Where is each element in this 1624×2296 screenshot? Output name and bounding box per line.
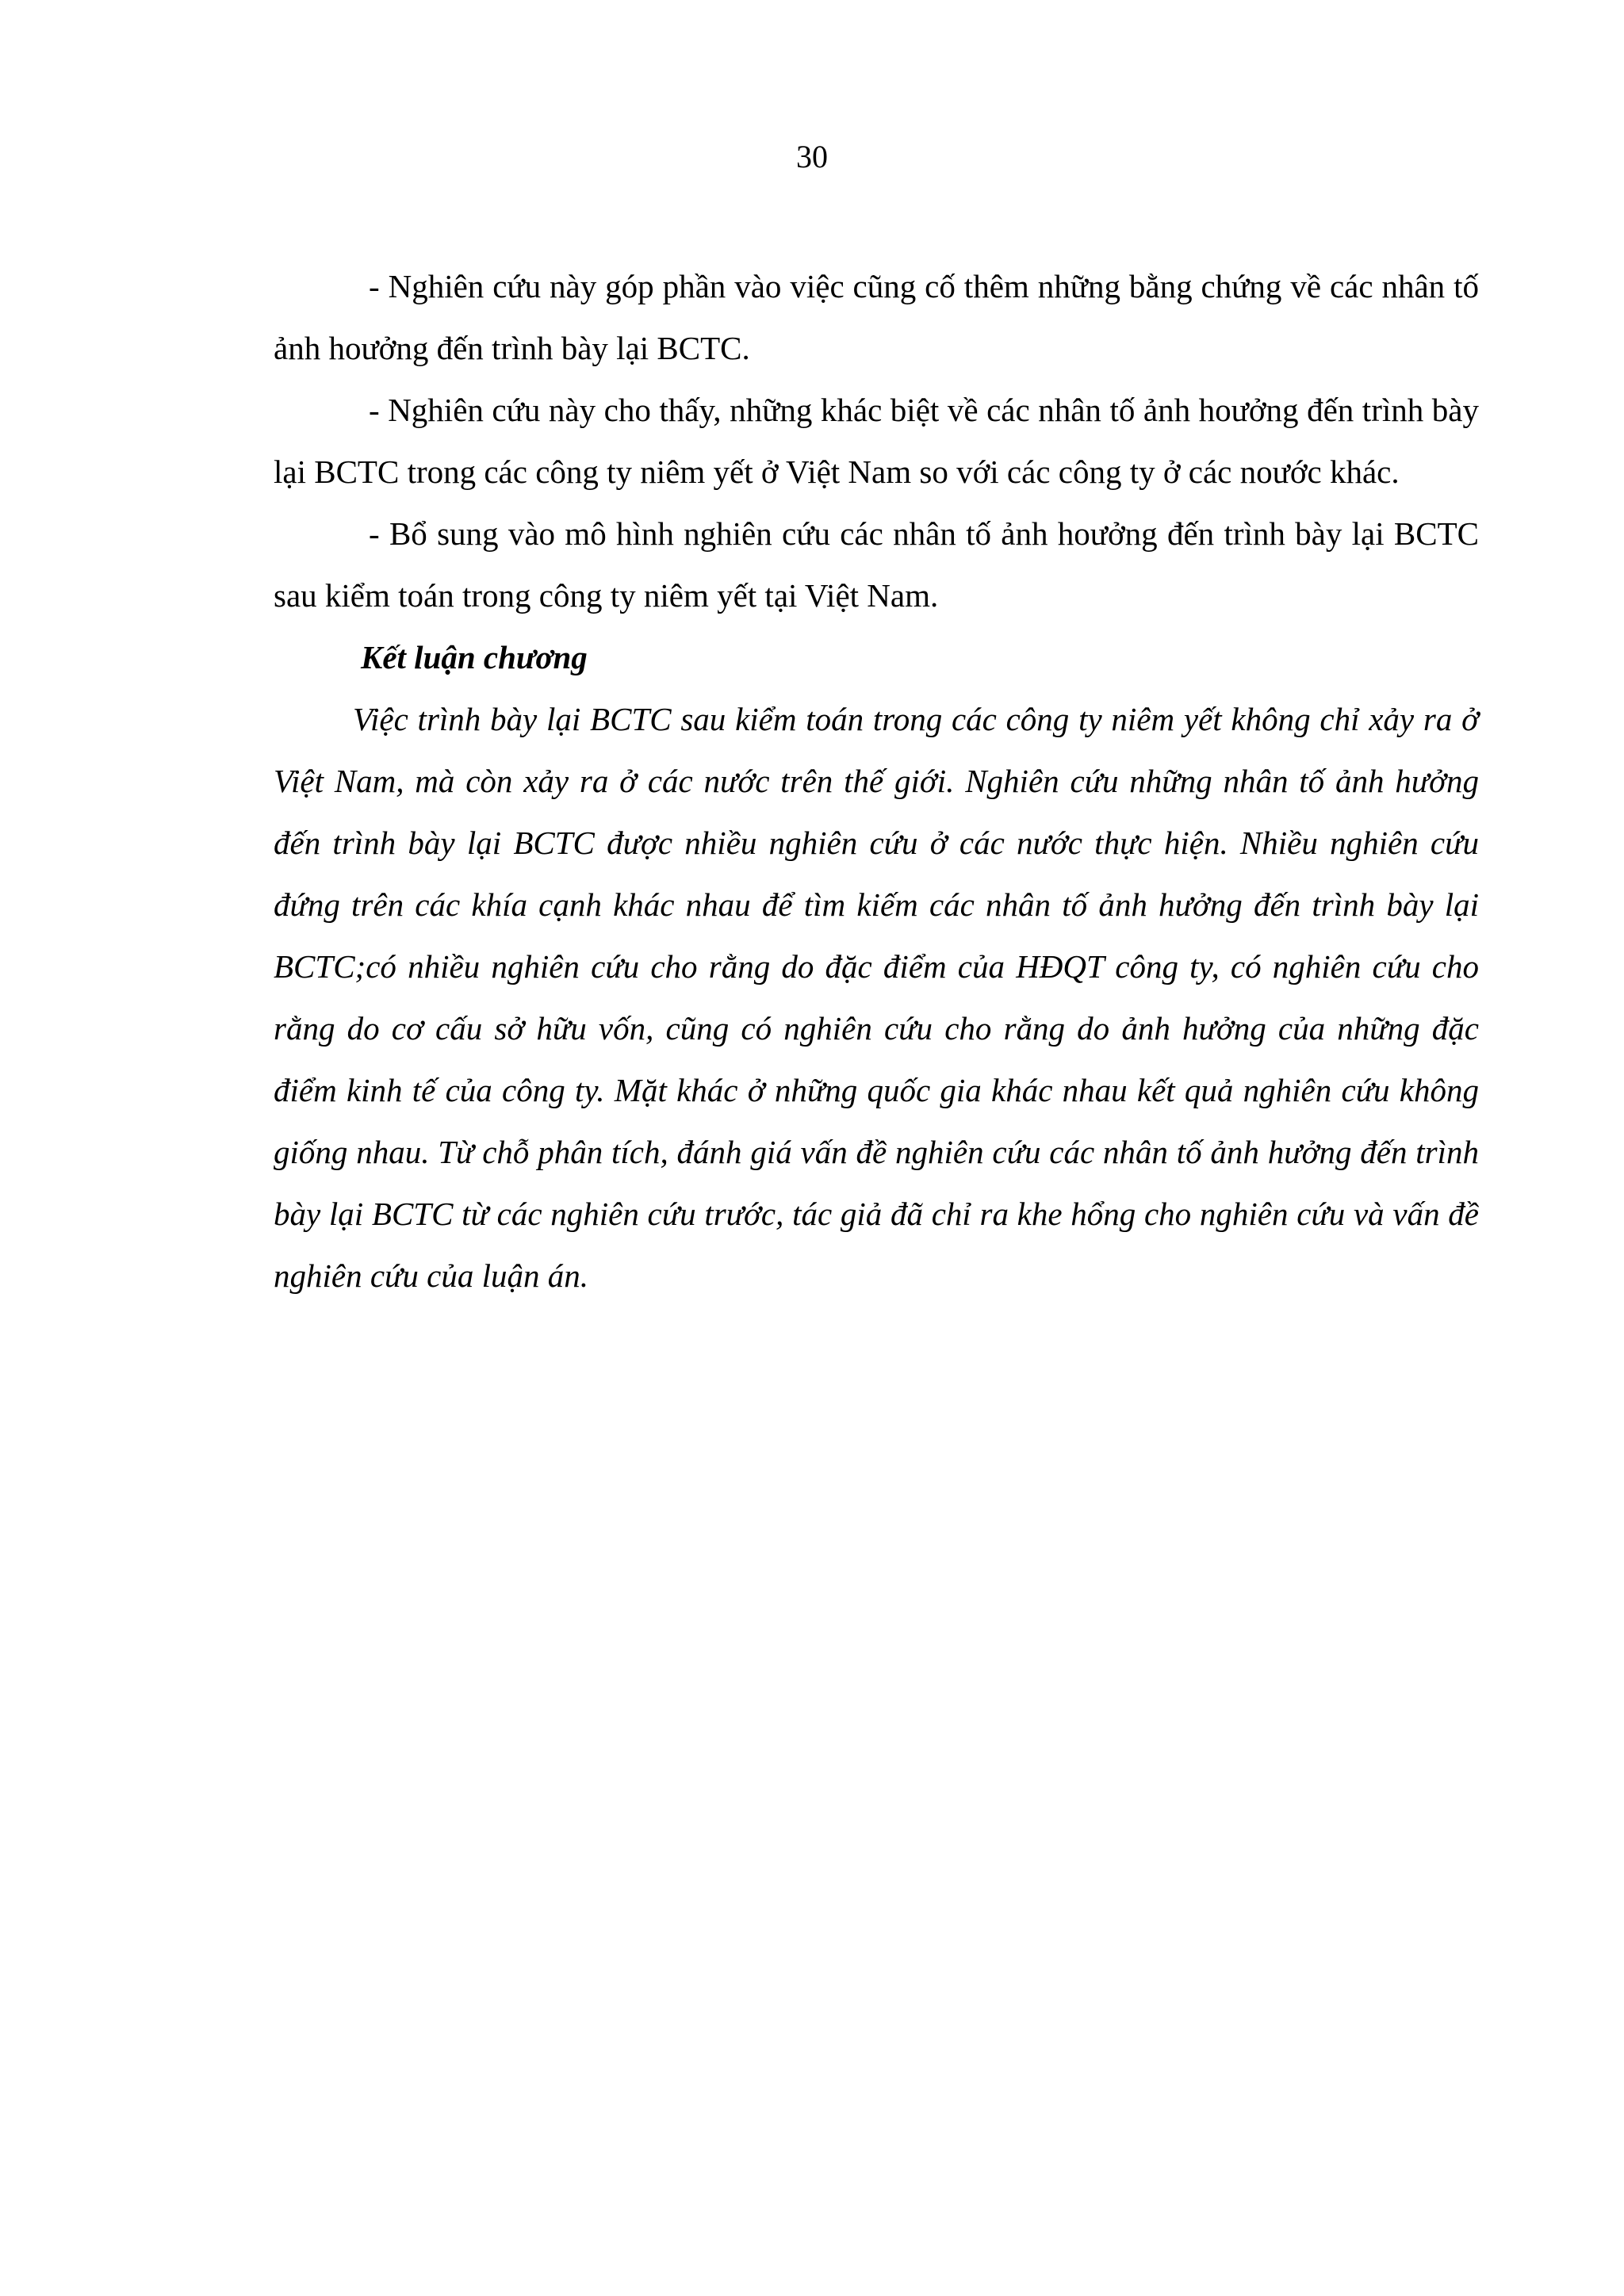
contribution-paragraph-2: - Nghiên cứu này cho thấy, những khác biệt về các nhân tố ảnh hoưởng đến trình bày lại BCTC trong các công ty niêm yết ở Việt Nam so với các công ty ở các noước khác. [274,392,1479,490]
page-content [274,255,1479,1307]
page-number: 30 [796,139,828,174]
contribution-paragraph-1: - Nghiên cứu này góp phần vào việc cũng cố thêm những bằng chứng về các nhân tố ảnh hoưởng đến trình bày lại BCTC. [274,268,1479,366]
contribution-paragraph-3: - Bổ sung vào mô hình nghiên cứu các nhân tố ảnh hoưởng đến trình bày lại BCTC sau kiểm toán trong công ty niêm yết tại Việt Nam. [274,515,1479,614]
conclusion-paragraph: Việc trình bày lại BCTC sau kiểm toán trong các công ty niêm yết không chỉ xảy ra ở Việt Nam, mà còn xảy ra ở các nước trên thế giới. Nghiên cứu những nhân tố ảnh hưởng đến trình bày lại BCTC được nhiều nghiên cứu ở các nước thực hiện. Nhiều nghiên cứu đứng trên các khía cạnh khác nhau để tìm kiếm các nhân tố ảnh hưởng đến trình bày lại BCTC;có nhiều nghiên cứu cho rằng do đặc điểm của HĐQT công ty, có nghiên cứu cho rằng do cơ cấu sở hữu vốn, cũng có nghiên cứu cho rằng do ảnh hưởng của những đặc điểm kinh tế của công ty. Mặt khác ở những quốc gia khác nhau kết quả nghiên cứu không giống nhau. Từ chỗ phân tích, đánh giá vấn đề nghiên cứu các nhân tố ảnh hưởng đến trình bày lại BCTC từ các nghiên cứu trước, tác giả đã chỉ ra khe hổng cho nghiên cứu và vấn đề nghiên cứu của luận án. [274,701,1479,1294]
conclusion-heading: Kết luận chương [361,639,588,675]
